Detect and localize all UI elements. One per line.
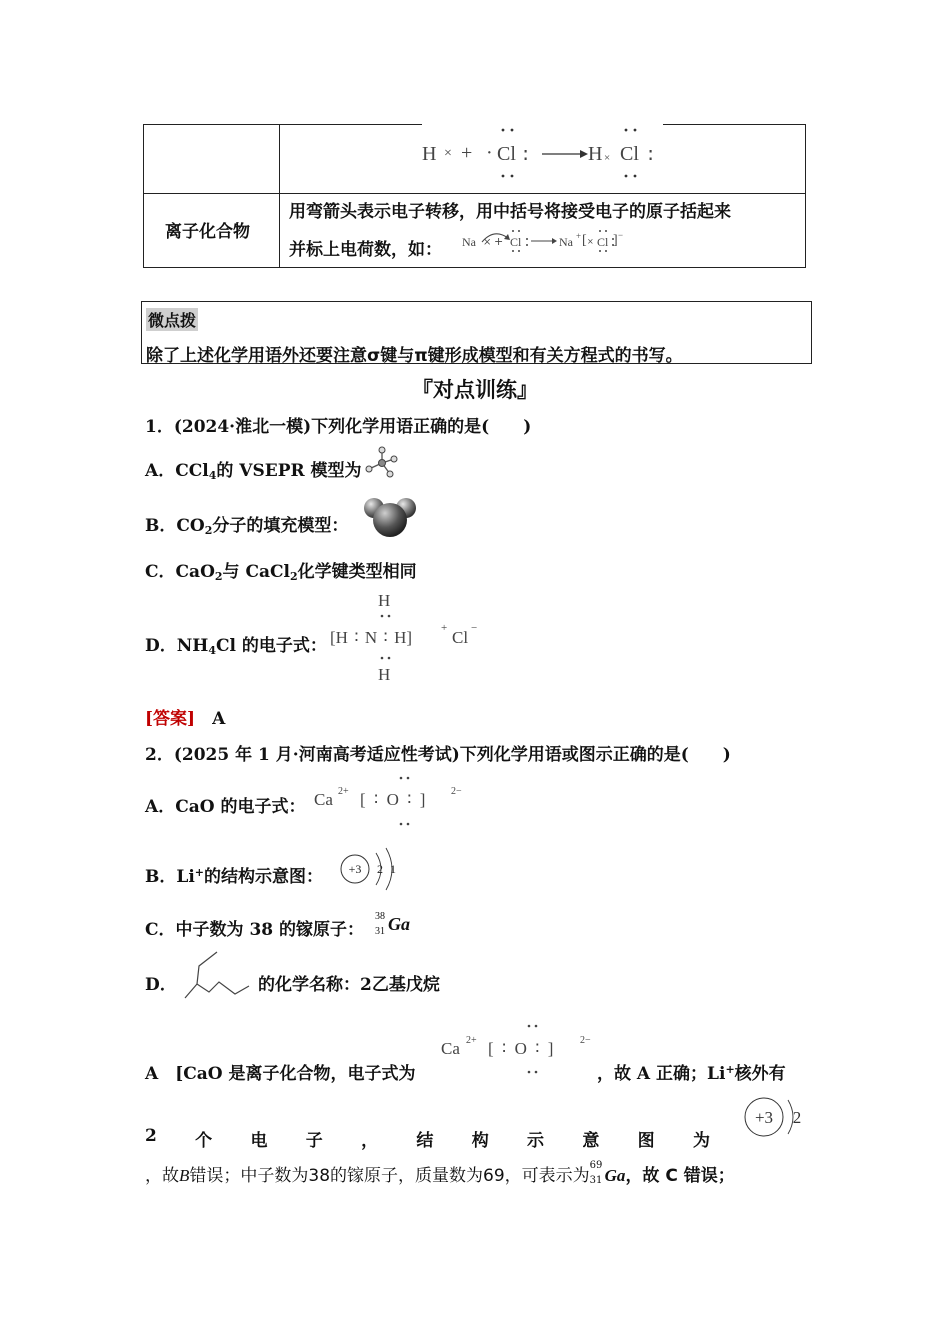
answer-tag: [答案] — [145, 709, 196, 729]
q1-option-a: A．CCl$_4$的 VSEPR 模型为 — [145, 461, 362, 482]
nh4-charge: + — [441, 622, 448, 634]
eq-product-h: H — [588, 143, 603, 165]
section-title: 『对点训练』 — [412, 378, 538, 402]
eq-h: H — [422, 143, 437, 165]
cao-dots — [394, 774, 418, 828]
q2-option-d: 的化学名称：2乙基戊烷 — [258, 975, 440, 995]
svg-text:+: + — [494, 235, 504, 248]
ex-bracket-open: [ — [582, 233, 587, 248]
ex-cl-ion: Cl — [597, 235, 609, 249]
co2-space-filling-model-icon — [362, 494, 418, 540]
q2-option-c: C．中子数为 38 的镓原子： — [145, 920, 365, 940]
svg-text:×: × — [587, 237, 594, 246]
q1-answer — [145, 704, 225, 729]
ga-mass: 38 — [375, 911, 385, 922]
electron-dots — [490, 126, 670, 181]
cao-o-charge: 2− — [451, 786, 462, 797]
ex-cl-dots — [508, 228, 532, 254]
cl-anion-charge: − — [471, 622, 478, 634]
answer-value: A — [212, 709, 226, 729]
nh4-bracket: [H ∶ N ∶ H] — [330, 628, 413, 647]
q2-stem: 2．(2025 年 1 月·河南高考适应性考试)下列化学用语或图示正确的是( ) — [145, 745, 731, 765]
expl-cao-dots — [522, 1022, 546, 1076]
eq-product-colon: ∶ — [648, 145, 654, 167]
li-ion-structure-diagram — [338, 846, 408, 892]
explanation-line3: ，故B错误；中子数为38的镓原子，质量数为69，可表示为 69 31 Ga，故 C 错误； — [145, 1160, 735, 1186]
expl-cao-o-charge: 2− — [580, 1035, 591, 1046]
svg-text:+3: +3 — [348, 862, 362, 876]
nh4-h-top: H — [378, 591, 391, 610]
eq-cl: Cl — [497, 143, 516, 165]
row-text-line2: 并标上电荷数，如： — [289, 240, 442, 260]
ga-atomic: 31 — [375, 926, 385, 937]
ga-symbol: Ga — [388, 914, 410, 934]
eq-product-cl: Cl — [620, 143, 639, 165]
cao-ca-charge: 2+ — [338, 786, 349, 797]
cao-bracket: [ ∶ O ∶ ] — [360, 790, 426, 809]
ex-arrow-icon — [530, 236, 558, 246]
vsepr-model-icon — [364, 445, 400, 479]
eq-colon: ∶ — [523, 145, 529, 167]
svg-text:+3: +3 — [754, 1108, 774, 1127]
ex-na-ion: Na — [559, 235, 573, 249]
q1-option-d: D．$NH_4Cl$ 的电子式： — [145, 636, 327, 657]
ex-cl: Cl — [510, 235, 522, 249]
explanation-line1-end: ，故 A 正确；Li+核外有 — [597, 1063, 786, 1084]
ex-na: Na — [462, 235, 476, 249]
cao-ca: Ca — [314, 790, 333, 809]
q1-stem: 1．(2024·淮北一模)下列化学用语正确的是( ) — [145, 417, 532, 437]
expl-cao-ca: Ca — [441, 1039, 460, 1058]
q1-option-c: C．CaO$_2$与 CaCl$_2$化学键类型相同 — [145, 562, 417, 583]
curved-arrow-icon — [478, 228, 512, 248]
svg-text:2: 2 — [377, 862, 383, 876]
eq-dot: · — [486, 142, 493, 164]
explanation-line2: 2 个 电 子 ， 结 构 示 意 图 为 — [145, 1126, 710, 1151]
tip-label: 微点拨 — [146, 308, 198, 331]
expl-li-ion-structure-diagram — [742, 1096, 808, 1140]
svg-text:1: 1 — [390, 862, 396, 876]
ex-na-charge: + — [576, 231, 582, 241]
svg-text:2: 2 — [792, 1108, 802, 1127]
svg-text:×: × — [483, 237, 492, 248]
tip-box — [141, 301, 812, 364]
nh4-h-bottom: H — [378, 665, 391, 684]
cl-anion: Cl — [452, 628, 469, 647]
q1-option-b: B．$CO_2$分子的填充模型： — [145, 516, 349, 537]
eq-product-cross: × — [604, 152, 611, 164]
q2-option-a: A．CaO 的电子式： — [145, 797, 306, 817]
explanation-line1-start: A [CaO 是离子化合物，电子式为 — [145, 1064, 416, 1084]
row-text-line1: 用弯箭头表示电子转移，用中括号将接受电子的原子括起来 — [289, 202, 731, 222]
q2-option-b: B．Li+的结构示意图： — [145, 866, 323, 887]
expl-cao-ca-charge: 2+ — [466, 1035, 477, 1046]
skeletal-formula-diagram — [183, 948, 253, 1002]
eq-plus: + — [461, 142, 473, 164]
expl-cao-bracket: [ ∶ O ∶ ] — [488, 1039, 554, 1058]
tip-text: 除了上述化学用语外还要注意σ键与π键形成模型和有关方程式的书写。 — [146, 346, 683, 366]
ex-cl-charge: − — [618, 230, 624, 240]
eq-cross: × — [444, 146, 452, 161]
q2-option-d-label: D． — [145, 975, 177, 995]
row-label-ionic: 离子化合物 — [165, 222, 250, 242]
ex-bracket-close: ] — [613, 233, 618, 248]
